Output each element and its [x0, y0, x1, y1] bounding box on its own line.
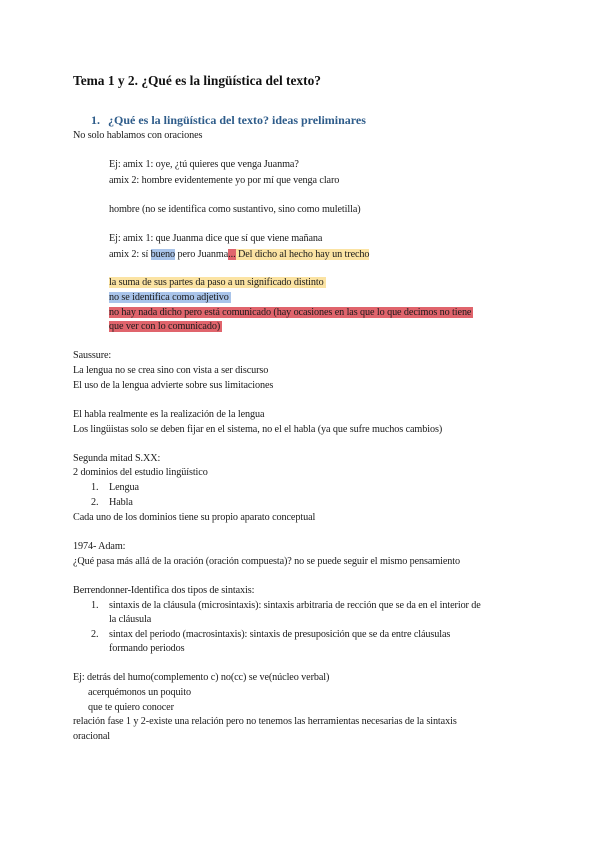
yellow-note: la suma de sus partes da paso a un significado distinto — [109, 277, 324, 288]
list-number: 1. — [91, 600, 99, 611]
example2-mid: pero Juanma — [175, 249, 229, 260]
example1-note: hombre (no se identifica como sustantivo, sino como muletilla) — [109, 204, 361, 215]
list-number: 2. — [91, 497, 99, 508]
list-number: 2. — [91, 629, 99, 640]
example3-line1: Ej: detrás del humo(complemento c) no(cc) se ve(núcleo verbal) — [73, 672, 330, 683]
section-heading — [91, 113, 366, 128]
example2-prefix: amix 2: sí — [109, 249, 151, 260]
highlight-refran: Del dicho al hecho hay un trecho — [235, 249, 370, 260]
list-item — [91, 599, 481, 613]
red-note-line1 — [109, 306, 473, 320]
saussure-line1: La lengua no se crea sino con vista a ser discurso — [73, 365, 269, 376]
section-heading-text: ¿Qué es la lingüística del texto? ideas preliminares — [108, 113, 366, 127]
intro-line: No solo hablamos con oraciones — [73, 130, 203, 141]
red-note-line2 — [109, 320, 222, 334]
example3-line2: acerquémonos un poquito — [88, 687, 191, 698]
segunda-label: Segunda mitad S.XX: — [73, 453, 161, 464]
example2-line2 — [109, 248, 369, 262]
saussure-label: Saussure: — [73, 350, 112, 361]
list-item — [91, 481, 139, 495]
saussure-line4: Los lingüistas solo se deben fijar en el sistema, no el el habla (ya que sufre muchos cambios) — [73, 424, 443, 435]
list-text: Habla — [109, 497, 133, 508]
section-number: 1. — [91, 113, 100, 127]
list-item-cont: formando periodos — [109, 643, 185, 654]
adam-label: 1974- Adam: — [73, 541, 126, 552]
saussure-line2: El uso de la lengua advierte sobre sus limitaciones — [73, 380, 274, 391]
example2-line1: Ej: amix 1: que Juanma dice que sí que viene mañana — [109, 233, 323, 244]
list-item — [91, 628, 450, 642]
list-text: Lengua — [109, 482, 139, 493]
red-note-2: que ver con lo comunicado) — [109, 321, 221, 332]
blue-note-line — [109, 291, 231, 305]
highlight-ellipsis: ... — [228, 249, 236, 260]
yellow-note-line — [109, 276, 326, 290]
list-item-cont: la cláusula — [109, 614, 152, 625]
list-number: 1. — [91, 482, 99, 493]
list-item — [91, 496, 133, 510]
list-text: sintaxis de la cláusula (microsintaxis): sintaxis arbitraria de rección que se da en el interior de — [109, 600, 481, 611]
example3-line4: relación fase 1 y 2-existe una relación pero no tenemos las herramientas necesarias de la sintaxis — [73, 716, 457, 727]
page-title: Tema 1 y 2. ¿Qué es la lingüística del texto? — [73, 73, 321, 88]
segunda-line1: 2 dominios del estudio lingüístico — [73, 467, 208, 478]
list-text: sintax del periodo (macrosintaxis): sintaxis de presuposición que se da entre cláusulas — [109, 629, 451, 640]
segunda-line2: Cada uno de los dominios tiene su propio aparato conceptual — [73, 512, 316, 523]
example1-line2: amix 2: hombre evidentemente yo por mí que venga claro — [109, 175, 340, 186]
example1-line1: Ej: amix 1: oye, ¿tú quieres que venga Juanma? — [109, 159, 299, 170]
red-note-1: no hay nada dicho pero está comunicado (hay ocasiones en las que lo que decimos no tiene — [109, 307, 472, 318]
blue-note: no se identifica como adjetivo — [109, 292, 229, 303]
highlight-bueno: bueno — [150, 249, 176, 260]
example3-line5: oracional — [73, 731, 110, 742]
saussure-line3: El habla realmente es la realización de la lengua — [73, 409, 265, 420]
berrendonner-label: Berrendonner-Identifica dos tipos de sintaxis: — [73, 585, 255, 596]
example3-line3: que te quiero conocer — [88, 702, 174, 713]
adam-line1: ¿Qué pasa más allá de la oración (oración compuesta)? no se puede seguir el mismo pensamiento — [73, 556, 461, 567]
